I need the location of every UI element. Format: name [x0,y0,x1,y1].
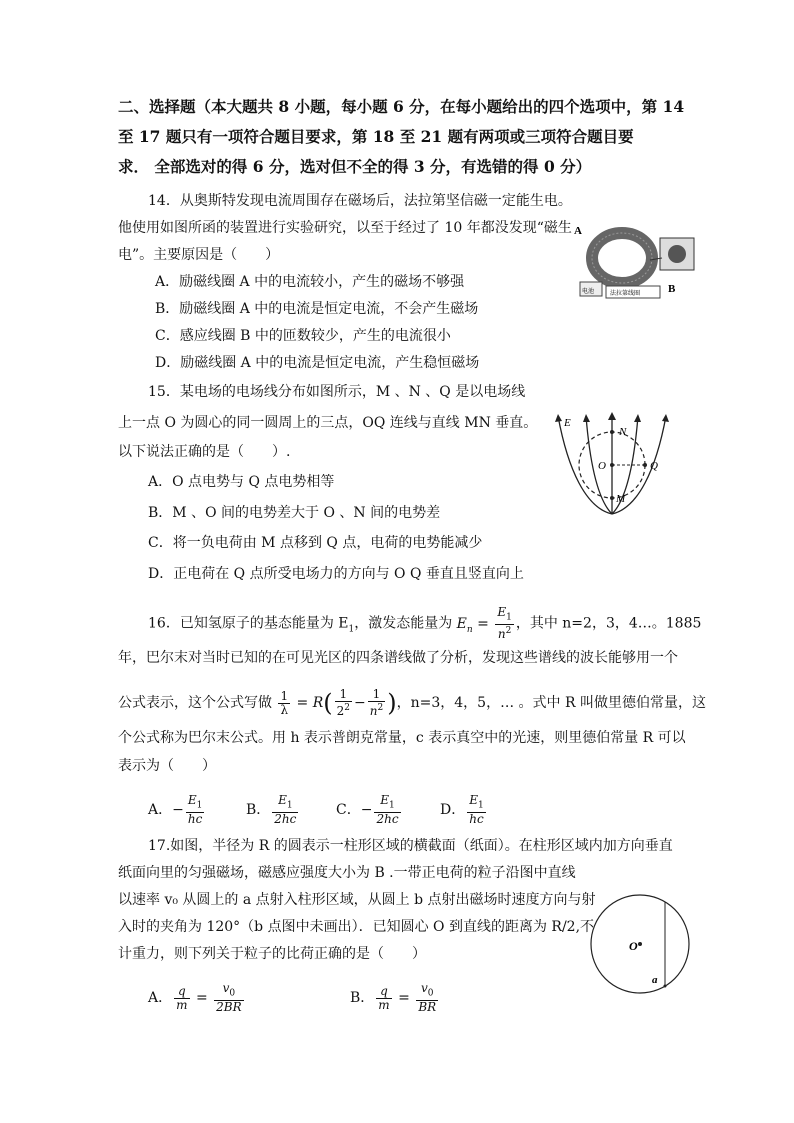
q15-stem-line2: 上一点 O 为圆心的同一圆周上的三点，OQ 连线与直线 MN 垂直。 [118,415,538,431]
q16-stem-line3 [118,688,706,718]
q14-fig-label-a: A [574,225,582,237]
q16-option-a-label: A． [148,802,173,819]
q16-option-b-label: B． [246,802,271,819]
q16-stem-line3-part2: ，n=3，4，5，… 。式中 R 叫做里德伯常量，这 [396,695,706,711]
q16-formula-balmer: $\frac{1}{\lambda}$ = R( $\frac{1}{2^2}$ − $\frac{1}{n^2}$ ) [280,687,397,718]
q16-option-a-den: hc [187,812,203,827]
q15-fig-label-n: N [619,426,627,438]
section-heading-line2: 至 17 题只有一项符合题目要求，第 18 至 21 题有两项或三项符合题目要 [118,127,634,146]
q15-figure-field-lines [546,410,696,520]
q14-fig-caption: 电池 [582,289,595,295]
q15-fig-label-o: O [598,460,606,472]
q16-stem-line4: 个公式称为巴尔末公式。用 h 表示普朗克常量，c 表示真空中的光速，则里德伯常量 R 可以 [118,730,686,746]
q16-stem-line5: 表示为（ ） [118,758,216,774]
q17-fig-label-a: a [652,974,658,986]
q16-option-b-den: 2hc [274,812,297,827]
q15-fig-label-q: Q [650,460,658,472]
q15-option-c: C．将一负电荷由 M 点移到 Q 点，电荷的电势能减少 [148,535,483,551]
q17-option-a: A． $\frac{q}{m}$ = $\frac{v_0}{2BR}$ [148,981,242,1015]
q16-option-d: D． $\frac{E_1}{hc}$ [440,793,484,827]
q15-fig-label-e: E [564,417,571,429]
q16-formula-en: $E_n$ = $\frac{E_1}{n^2}$ [456,605,512,642]
q16-option-c-den: 2hc [376,812,399,827]
q15-stem-line3: 以下说法正确的是（ ）. [118,444,291,460]
q16-option-c: C．− $\frac{E_1}{2hc}$ [336,793,399,827]
q14-fig-label-b: B [668,283,676,295]
q16-option-c-num: E [380,793,390,807]
q17-fig-label-o: O [629,939,638,953]
q16-stem-line2: 年，巴尔末对当时已知的在可见光区的四条谱线做了分析，发现这些谱线的波长能够用一个 [118,650,678,666]
q16-stem-line3-part1: 公式表示，这个公式写做 [118,695,272,711]
section-heading-line1: 二、选择题（本大题共 8 小题，每小题 6 分，在每小题给出的四个选项中，第 14 [118,97,685,116]
q16-option-b-num: E [278,793,287,807]
q16-stem-line1: 16．已知氢原子的基态能量为 $E_1$，激发态能量为 $E_n$ = $\frac{E_1}{n^2}$ ，其中 n=2，3，4…。1885 [148,605,702,642]
q16-option-c-label: C． [336,802,361,819]
q17-option-a-label: A． [148,990,173,1007]
section-heading-line3: 求． 全部选对的得 6 分，选对但不全的得 3 分，有选错的得 0 分） [118,157,592,176]
q17-stem-line1: 17.如图，半径为 R 的圆表示一柱形区域的横截面（纸面）。在柱形区域内加方向垂直 [148,838,673,854]
q14-option-d: D．励磁线圈 A 中的电流是恒定电流，产生稳恒磁场 [155,355,480,371]
q16-option-d-den: hc [469,812,484,827]
q15-option-a: A．O 点电势与 Q 点电势相等 [148,474,335,490]
q17-stem-line5: 计重力，则下列关于粒子的比荷正确的是（ ） [118,946,426,962]
q17-figure-circle [588,892,708,996]
q17-option-b: B． $\frac{q}{m}$ = $\frac{v_0}{BR}$ [350,981,437,1015]
q15-stem-line1: 15．某电场的电场线分布如图所示，M 、N 、Q 是以电场线 [148,384,526,400]
q14-stem-line3: 电”。主要原因是（ ） [118,247,280,263]
q16-option-a-num: E [187,793,197,807]
q14-fig-caption2: 法拉第线圈 [610,291,641,297]
q14-stem-line1: 14．从奥斯特发现电流周围存在磁场后，法拉第坚信磁一定能生电。 [148,193,572,209]
q14-option-c: C．感应线圈 B 中的匝数较少，产生的电流很小 [155,328,451,344]
q15-option-b: B．M 、O 间的电势差大于 O 、N 间的电势差 [148,505,441,521]
q14-figure-coil-apparatus [572,220,702,302]
q16-option-d-num: E [469,793,478,807]
q16-option-a: A．− $\frac{E_1}{hc}$ [148,793,203,827]
q15-fig-label-m: M [616,493,626,505]
q14-option-a: A．励磁线圈 A 中的电流较小，产生的磁场不够强 [155,274,465,290]
q16-stem-line1-part3: ，其中 n=2，3，4…。1885 [515,615,702,632]
q14-option-b: B．励磁线圈 A 中的电流是恒定电流，不会产生磁场 [155,301,479,317]
q17-stem-line4: 入时的夹角为 120°（b 点图中未画出）．已知圆心 O 到直线的距离为 R/2,不 [118,919,595,935]
q16-stem-line1-part1: 16．已知氢原子的基态能量为 E [148,615,349,632]
q14-stem-line2: 他使用如图所函的装置进行实验研究，以至于经过了 10 年都没发现“磁生 [118,220,572,236]
q17-option-b-label: B． [350,990,375,1007]
q16-option-d-label: D． [440,802,466,819]
q17-stem-line3: 以速率 v₀ 从圆上的 a 点射入柱形区域，从圆上 b 点射出磁场时速度方向与射 [118,892,596,908]
q15-option-d: D．正电荷在 Q 点所受电场力的方向与 O Q 垂直且竖直向上 [148,566,524,582]
q16-stem-line1-part2: ，激发态能量为 [354,615,453,632]
q16-option-b: B． $\frac{E_1}{2hc}$ [246,793,297,827]
q17-stem-line2: 纸面向里的匀强磁场，磁感应强度大小为 B .一带正电荷的粒子沿图中直线 [118,865,576,881]
